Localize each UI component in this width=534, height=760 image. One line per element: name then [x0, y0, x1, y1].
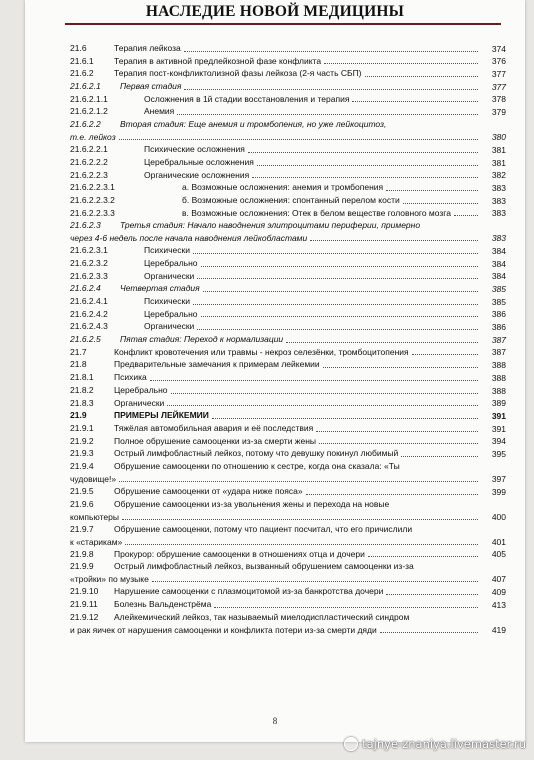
toc-entry-title: Терапия пост-конфликтолизной фазы лейкоза (2-я часть СБП): [114, 68, 362, 79]
toc-dot-leader: [324, 63, 478, 64]
toc-entry-number: 21.6.2.1.1: [70, 93, 108, 104]
toc-entry-title: Органические осложнения: [144, 169, 250, 180]
toc-dot-leader: [197, 278, 478, 279]
toc-entry-title-continued: т.е. лейкоз: [70, 132, 116, 143]
toc-page-number: 383: [491, 182, 506, 193]
toc-entry[interactable]: [70, 398, 506, 411]
toc-entry-number: 21.8.2: [70, 384, 94, 395]
toc-entry-title: Полное обрушение самооценки из-за смерти жены: [114, 435, 317, 446]
toc-entry[interactable]: [70, 106, 506, 119]
toc-page-number: 383: [491, 195, 506, 206]
watermark-text: tajnye-znaniya.livemaster.ru: [362, 737, 526, 751]
watermark: [344, 737, 526, 751]
toc-entry-number: 21.9.11: [70, 599, 98, 609]
toc-dot-leader: [316, 431, 478, 432]
toc-entry-title: Алейкемический лейкоз, так называемый миелодиспластический синдром: [114, 611, 410, 622]
toc-entry[interactable]: [70, 68, 506, 81]
toc-entry[interactable]: [70, 283, 506, 296]
toc-dot-leader: [368, 556, 478, 557]
toc-entry-title: ПРИМЕРЫ ЛЕЙКЕМИИ: [114, 410, 209, 421]
toc-entry-number: 21.6.2.2: [70, 119, 101, 130]
watermark-logo-icon: [344, 737, 358, 751]
toc-entry-title-continued: чудовище!»: [70, 473, 117, 484]
toc-dot-leader: [212, 418, 478, 419]
toc-entry[interactable]: [70, 56, 506, 69]
toc-entry[interactable]: [70, 309, 506, 322]
toc-entry-number: 21.9.3: [70, 448, 94, 459]
toc-page-number: 391: [491, 410, 506, 421]
toc-entry-number: 21.6.2.2.3.2: [70, 194, 115, 205]
toc-page-number: 383: [491, 208, 506, 219]
toc-entry[interactable]: [70, 94, 506, 107]
toc-dot-leader: [150, 380, 478, 381]
toc-entry-title: Психика: [114, 372, 147, 383]
toc-entry-title: Органически: [144, 270, 195, 281]
toc-entry-number: 21.6.2.3.2: [70, 257, 108, 268]
toc-entry-number: 21.6.2.1.2: [70, 106, 108, 117]
toc-entry-title: Прокурор: обрушение самооценки в отношениях отца и дочери: [114, 548, 365, 559]
toc-dot-leader: [167, 405, 478, 406]
toc-page-number: 386: [491, 322, 506, 333]
toc-entry-number: 21.6.2.5: [70, 334, 101, 345]
toc-page-number: 384: [491, 271, 506, 282]
toc-page-number: 378: [491, 94, 506, 105]
toc-entry-number: 21.8.1: [70, 372, 94, 383]
toc-entry-number: 21.9.10: [70, 586, 99, 597]
toc-entry-number: 21.9.9: [70, 561, 94, 572]
toc-entry-number: 21.6.2.4: [70, 283, 101, 294]
toc-entry[interactable]: [70, 43, 506, 56]
toc-entry[interactable]: [70, 549, 506, 562]
toc-entry[interactable]: [70, 220, 506, 245]
header-rule: [65, 23, 501, 25]
toc-entry[interactable]: [70, 561, 506, 586]
toc-entry-title: Психически: [144, 296, 190, 306]
toc-dot-leader: [380, 632, 478, 633]
toc-dot-leader: [248, 152, 478, 153]
toc-entry[interactable]: [70, 170, 506, 183]
toc-entry-title: Органически: [144, 321, 195, 332]
toc-dot-leader: [286, 342, 478, 343]
toc-entry-title: Четвертая стадия: [120, 283, 200, 294]
toc-entry-number: 21.6.2.1: [70, 81, 101, 92]
toc-page-number: 401: [491, 536, 506, 547]
toc-entry[interactable]: [70, 144, 506, 157]
toc-dot-leader: [386, 190, 478, 191]
toc-page-number: 377: [491, 81, 506, 92]
toc-entry-title-continued: компьютеры: [70, 511, 119, 522]
toc-dot-leader: [201, 316, 478, 317]
toc-page-number: 419: [491, 624, 506, 635]
toc-entry-title: Пятая стадия: Переход к нормализации: [120, 334, 284, 345]
toc-page-number: 391: [491, 423, 506, 434]
toc-page-number: 377: [491, 69, 506, 80]
toc-page-number: 379: [491, 107, 506, 118]
toc-entry-title: Предварительные замечания к примерам лейкемии: [114, 359, 320, 370]
toc-dot-leader: [386, 594, 478, 595]
toc-dot-leader: [454, 215, 478, 216]
toc-page-number: 381: [491, 157, 506, 168]
toc-entry-number: 21.6.2.3.3: [70, 270, 108, 281]
toc-entry[interactable]: [70, 410, 506, 423]
toc-entry[interactable]: [70, 296, 506, 309]
toc-dot-leader: [193, 253, 478, 254]
toc-entry-title: Тяжёлая автомобильная авария и её последствия: [114, 422, 314, 433]
toc-entry-number: 21.6.2.2.3: [70, 169, 108, 180]
toc-page-number: 409: [491, 587, 506, 597]
toc-page-number: 405: [491, 549, 506, 560]
toc-entry[interactable]: [70, 81, 506, 94]
toc-entry[interactable]: [70, 182, 506, 195]
toc-entry[interactable]: [70, 524, 506, 549]
toc-page-number: 394: [491, 436, 506, 447]
toc-entry-title: а. Возможные осложнения: анемия и тромбопения: [182, 182, 384, 193]
toc-dot-leader: [412, 354, 478, 355]
toc-entry[interactable]: [70, 599, 506, 612]
toc-entry[interactable]: [70, 258, 506, 271]
table-of-contents: [70, 43, 506, 637]
toc-page-number: 381: [491, 144, 506, 155]
toc-entry-title: Церебрально: [114, 384, 168, 395]
toc-entry-number: 21.6.2.2.1: [70, 144, 108, 155]
toc-entry-title: Острый лимфобластный лейкоз, потому что девушку покинул любимый: [114, 448, 399, 459]
toc-dot-leader: [197, 329, 478, 330]
toc-entry-number: 21.9.6: [70, 498, 94, 509]
toc-entry[interactable]: [70, 423, 506, 436]
toc-entry-title: Церебрально: [144, 308, 198, 319]
toc-entry[interactable]: [70, 119, 506, 144]
toc-page-number: 387: [491, 347, 506, 358]
toc-dot-leader: [119, 139, 478, 140]
toc-page-number: 395: [491, 448, 506, 459]
toc-entry[interactable]: [70, 195, 506, 208]
toc-entry-number: 21.7: [70, 346, 87, 357]
toc-dot-leader: [403, 203, 478, 204]
toc-page-number: 384: [491, 245, 506, 256]
toc-entry-number: 21.6.2.3.1: [70, 245, 108, 256]
toc-entry-title: Нарушение самооценки с плазмоцитомой из-за банкротства дочери: [114, 586, 384, 597]
toc-entry[interactable]: [70, 334, 506, 347]
toc-page-number: 388: [491, 385, 506, 396]
toc-entry-number: 21.9.12: [70, 611, 99, 622]
toc-entry-number: 21.6.2.2.2: [70, 156, 108, 167]
toc-entry[interactable]: [70, 499, 506, 524]
document-page: [25, 0, 525, 742]
toc-dot-leader: [171, 393, 478, 394]
toc-entry-title: Обрушение самооценки от «удара ниже пояса»: [114, 485, 303, 496]
toc-page-number: 388: [491, 360, 506, 371]
toc-entry-number: 21.9.4: [70, 460, 94, 471]
toc-page-number: 386: [491, 309, 506, 320]
toc-entry-number: 21.6.2.3: [70, 220, 101, 231]
toc-page-number: 385: [491, 284, 506, 294]
toc-entry[interactable]: [70, 461, 506, 486]
toc-dot-leader: [122, 519, 478, 520]
toc-dot-leader: [203, 291, 478, 292]
toc-entry[interactable]: [70, 586, 506, 599]
toc-entry[interactable]: [70, 486, 506, 499]
toc-dot-leader: [184, 51, 478, 52]
toc-entry[interactable]: [70, 208, 506, 221]
toc-entry-title: Церебральные осложнения: [144, 156, 254, 167]
toc-dot-leader: [306, 494, 478, 495]
toc-entry-title: в. Возможные осложнения: Отек в белом веществе головного мозга: [182, 207, 451, 218]
toc-page-number: 407: [491, 574, 506, 585]
toc-entry-number: 21.6.2: [70, 68, 94, 79]
toc-dot-leader: [252, 177, 478, 178]
toc-entry[interactable]: [70, 359, 506, 372]
toc-page-number: 380: [491, 132, 506, 143]
toc-entry-number: 21.6.2.4.2: [70, 308, 108, 319]
toc-entry-number: 21.6.2.4.3: [70, 321, 108, 332]
toc-page-number: 382: [491, 170, 506, 181]
toc-dot-leader: [310, 240, 478, 241]
toc-entry-title: Обрушение самооценки, потому что пациент посчитал, что его причислили: [114, 523, 413, 534]
toc-dot-leader: [201, 266, 478, 267]
toc-dot-leader: [257, 165, 478, 166]
toc-page-number: 385: [491, 296, 506, 307]
toc-entry-title: Острый лимфобластный лейкоз, вызванный обрушением самооценки из-за: [114, 561, 414, 572]
toc-entry[interactable]: [70, 448, 506, 461]
toc-entry-number: 21.6.2.2.3.1: [70, 182, 115, 193]
toc-page-number: 389: [491, 398, 506, 409]
toc-dot-leader: [365, 76, 478, 77]
toc-entry[interactable]: [70, 372, 506, 385]
toc-entry-title: Органически: [114, 397, 165, 408]
toc-dot-leader: [352, 101, 478, 102]
toc-entry-number: 21.9.8: [70, 548, 94, 559]
toc-entry[interactable]: [70, 321, 506, 334]
toc-dot-leader: [323, 367, 478, 368]
toc-entry[interactable]: [70, 612, 506, 637]
toc-dot-leader: [125, 544, 478, 545]
toc-entry-title: Анемия: [144, 106, 175, 117]
toc-entry-title-continued: «тройки» по музыке: [70, 574, 149, 585]
toc-entry-number: 21.6.2.4.1: [70, 296, 108, 306]
toc-entry-number: 21.8.3: [70, 397, 94, 408]
toc-entry-title: Обрушение самооценки из-за увольнения жены и перехода на новые: [114, 498, 390, 509]
toc-dot-leader: [319, 443, 478, 444]
toc-page-number: 387: [491, 334, 506, 345]
toc-entry-title: Психически: [144, 245, 190, 256]
toc-entry-title: б. Возможные осложнения: спонтанный перелом кости: [182, 194, 400, 205]
toc-entry-title: Обрушение самооценки по отношению к сестре, когда она сказала: «Ты: [114, 460, 400, 471]
toc-page-number: 400: [491, 511, 506, 522]
toc-entry-title: Церебрально: [144, 257, 198, 268]
toc-dot-leader: [184, 89, 478, 90]
toc-entry-title: Терапия лейкоза: [114, 43, 181, 53]
toc-page-number: 384: [491, 258, 506, 269]
toc-entry[interactable]: [70, 271, 506, 284]
toc-entry-title: Болезнь Вальденстрёма: [114, 599, 212, 609]
toc-page-number: 397: [491, 473, 506, 484]
toc-entry-title: Осложнения в 1й стадии восстановления и терапия: [144, 93, 350, 104]
toc-page-number: 399: [491, 486, 506, 497]
page-number: 8: [272, 716, 278, 726]
toc-entry-number: 21.6.2.2.3.3: [70, 207, 115, 218]
toc-entry[interactable]: [70, 157, 506, 170]
toc-page-number: 374: [491, 43, 506, 54]
toc-entry-title: Терапия в активной предлейкозной фазе конфликта: [114, 55, 322, 66]
toc-entry-number: 21.8: [70, 359, 87, 370]
toc-entry-number: 21.9.7: [70, 523, 94, 534]
toc-entry[interactable]: [70, 347, 506, 360]
toc-entry[interactable]: [70, 385, 506, 398]
toc-entry-number: 21.6: [70, 43, 87, 53]
toc-entry-number: 21.9.2: [70, 435, 94, 446]
toc-page-number: 383: [491, 233, 506, 244]
toc-page-number: 388: [491, 372, 506, 383]
toc-dot-leader: [401, 456, 478, 457]
toc-entry-title: Психические осложнения: [144, 144, 245, 155]
toc-entry-title: Первая стадия: [120, 81, 182, 92]
toc-entry-number: 21.9: [70, 410, 87, 421]
toc-page-number: 413: [491, 599, 506, 610]
toc-dot-leader: [177, 114, 478, 115]
toc-entry-number: 21.9.1: [70, 422, 94, 433]
page-header-title: НАСЛЕДИЕ НОВОЙ МЕДИЦИНЫ: [145, 3, 405, 20]
toc-dot-leader: [214, 607, 478, 608]
toc-dot-leader: [152, 581, 478, 582]
toc-dot-leader: [193, 304, 478, 305]
toc-page-number: 376: [491, 56, 506, 67]
toc-entry-number: 21.6.1: [70, 55, 94, 66]
toc-entry-number: 21.9.5: [70, 485, 94, 496]
toc-entry-title: Вторая стадия: Еще анемия и тромбопения, но уже лейкоцитоз,: [120, 119, 387, 130]
toc-entry-title: Третья стадия: Начало наводнения элитроцитами периферии, примерно: [120, 220, 421, 231]
toc-entry-title-continued: через 4-6 недель после начала наводнения лейкобластами: [70, 233, 308, 244]
toc-entry[interactable]: [70, 245, 506, 258]
toc-entry-title-continued: к «старикам»: [70, 536, 123, 547]
toc-dot-leader: [119, 481, 478, 482]
toc-entry-title-continued: и рак яичек от нарушения самооценки и конфликта потери из-за смерти дяди: [70, 624, 377, 635]
toc-entry[interactable]: [70, 436, 506, 449]
toc-entry-title: Конфликт кровотечения или травмы - некроз селезёнки, тромбоцитопения: [114, 346, 409, 357]
